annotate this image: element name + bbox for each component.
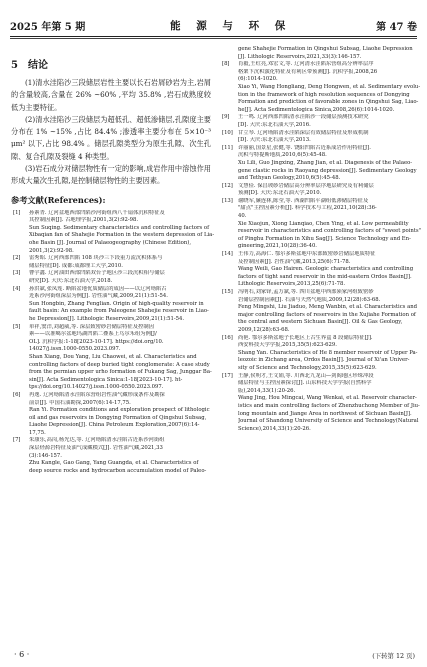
- reference-line: Xiao Yi, Wang Hongliang, Deng Hongwen, et al. Sedimentary evolu-: [238, 83, 421, 90]
- reference-item: [220, 373, 418, 434]
- reference-line: 雷秀昭. 辽河西部凹陷 108 块沙三下段重力流沉积体系与: [29, 255, 163, 262]
- reference-line: 岩储层控制因素[J]. 石油与天然气地质,2009,12(28):63-68.: [238, 296, 381, 303]
- reference-line: Lithologic Reservoirs,2013,25(6):71-78.: [238, 281, 346, 288]
- reference-line: 储层特征与主控因素探讨[J]. 山东科技大学学报(自然科学: [238, 380, 372, 387]
- header-rule-thin: [10, 38, 417, 39]
- reference-item: [220, 145, 418, 183]
- reference-line: [J]. Lithologic Reservoirs,2021,33(3):146-157.: [238, 53, 362, 60]
- issue-label: 2025 年第 5 期: [10, 22, 86, 33]
- reference-line: 孙洪斌,张凤莲. 断陷盆地优质储层的成因——以辽河坳陷古: [29, 285, 167, 292]
- reference-number: [14]: [222, 251, 233, 258]
- reference-list-right: [220, 46, 422, 433]
- reference-line: 冉逸. 辽河坳陷清水洼陷东营组岩性油气藏形成条件及勘探: [29, 391, 165, 398]
- reference-item: [11, 270, 211, 285]
- reference-line: 2009,12(28):63-68.: [238, 326, 290, 333]
- reference-line: gineering,2021,10(28):36-40.: [238, 243, 317, 250]
- reference-line: from the permian upper urho formation of Fukang Sag, Junggar Ba-: [29, 369, 212, 376]
- references-title: 参考文献(References):: [11, 194, 106, 205]
- reference-line: 及控制因素[J]. 岩性油气藏,2013,25(6):71-78.: [238, 258, 351, 265]
- reference-number: [15]: [222, 289, 233, 295]
- reference-line: [D]. 大庆:东北石油大学,2013.: [238, 137, 311, 144]
- reference-text: [238, 335, 418, 373]
- reference-text: [238, 198, 421, 251]
- reference-item: [11, 209, 215, 256]
- reference-line: Liaohe Depression[J]. China Petroleum Exploration,2007(6):14-: [29, 422, 200, 429]
- reference-line: 王一鸣. 辽河西部凹陷清水洼陷沙一段储层预测技术研究: [238, 114, 369, 121]
- conclusion-paragraph-1: (1)清水洼陷沙三段储层岩性主要以长石岩屑砂岩为主,岩屑的含量较高,含量在 26% ~60% ,平均 35.8% ,岩石成熟度较低为主要特征。: [11, 78, 211, 112]
- reference-line: 沉积与特提斯地质,2010,6(5):45-48.: [238, 152, 327, 159]
- reference-number: [220, 46, 238, 61]
- reference-line: controlling factors of deep buried tight conglomerate: A case study: [29, 361, 210, 368]
- reference-line: 40.: [238, 213, 247, 220]
- reference-line: 甘立琴. 辽河坳陷清水洼陷深层有效储层特征及形成机制: [238, 129, 369, 136]
- reference-line: 其控制因素[J]. 古地理学报,2001,3(2):92-98.: [29, 217, 139, 224]
- reference-list-left: [11, 209, 215, 476]
- reference-line: long mountain and Jiange Area in northwest of Sichuan Basin[J].: [238, 410, 412, 417]
- reference-text: [29, 270, 211, 285]
- reference-line: istics and main controlling factors of Zhenzhuchong Member of Jiu-: [238, 402, 420, 409]
- reference-line: and Tethyan Geology,2010,6(5):45-48.: [238, 175, 341, 182]
- reference-line: Sun Hongbin, Zhang Fenglian. Origin of high-quality reservoir in: [29, 300, 204, 307]
- reference-text: [238, 289, 418, 335]
- reference-line: factors of tight sand reservoir in the mid-eastern Ordos Basin[J].: [238, 273, 412, 280]
- reference-line: Ran Yi. Formation conditions and exploration prospect of lithologic: [29, 407, 210, 414]
- reference-line: 肖毅,王红亮,邓宏文,等. 辽河清水洼陷东营组高分辨率层序: [238, 61, 374, 68]
- reference-number: [8]: [222, 61, 230, 68]
- reference-line: tion in the framework of high resolution sequences of Dongying: [238, 91, 410, 98]
- reference-line: 孙素青. 辽河盆地西部凹陷沙河街组西八千扇体沉积特征及: [29, 209, 165, 216]
- reference-line: Shan Xiang, Dou Yang, Liu Chaowei, et al. Characteristics and: [29, 353, 197, 360]
- reference-line: OL]. 沉积学报:1-18[2023-10-17]. https://doi.org/10.: [29, 338, 164, 345]
- section-title: 5 结论: [11, 60, 48, 71]
- header-rule: [10, 36, 417, 37]
- reference-line: ohe Basin [J]. Journal of Palaeogeography (Chinese Edition),: [29, 240, 192, 247]
- reference-line: oil and gas reservoirs in Dongying Formation of Qingshui Subsag,: [29, 414, 207, 421]
- reference-line: Wang Weili, Gao Hairen. Geologic characteristics and controlling: [238, 266, 414, 273]
- reference-text: [238, 114, 418, 129]
- conclusion-paragraph-2: (2)清水洼陷沙三段储层为超低孔、超低渗储层,孔隙度主要分布在 1% ~15% ,占比 84.4% ;渗透率主要分布在 5×10⁻³ μm² 以下,占比 98.4% 。储层孔隙类型分为原生孔隙、次生孔隙、复合孔隙及裂缝 4 种类型。: [11, 114, 211, 161]
- reference-number: [9]: [222, 114, 230, 121]
- reference-line: 预测[D]. 大庆:东北石油大学,2010.: [238, 190, 322, 197]
- reference-number: [13]: [222, 197, 233, 204]
- reference-line: 冯明石,刘家铎,孟万斌,等. 四川盆地中西部须家河组致密砂: [238, 289, 374, 295]
- reference-line: major controlling factors of reservoirs in the Xujiahe Formation of: [238, 311, 416, 318]
- reference-line: 单祥,窦洋,刘超威,等. 深层致密砂岩储层特征及控制因: [29, 323, 154, 330]
- reference-number: [5]: [13, 323, 21, 330]
- reference-line: Journal of Shandong University of Science and Technology(Natural: [238, 418, 419, 425]
- reference-item: [11, 286, 211, 324]
- reference-item: [220, 114, 418, 129]
- reference-item: [11, 255, 211, 270]
- reference-item: [11, 392, 211, 438]
- reference-line: Shang Yan. Characteristics of He 8 member reservoir of Upper Pa-: [238, 349, 418, 356]
- reference-line: sin[J]. Acta Sedimentologica Sinica:1-18[2023-10-17]. ht-: [29, 376, 183, 383]
- reference-number: [12]: [222, 182, 233, 189]
- reference-number: [1]: [13, 209, 21, 216]
- reference-text: [238, 130, 418, 145]
- reference-line: fault basin: An example from Paleogene Shahejie reservoir in Liao-: [29, 308, 209, 315]
- page-number: · 6 ·: [14, 650, 30, 659]
- reference-line: (3):146-157.: [29, 452, 62, 459]
- reference-line: Xu Lili, Guo Jingxing, Zhang Jian, et al. Diagenesis of the Palaeo-: [238, 159, 413, 166]
- reference-line: 格架下沉积演化特征及有利区带预测[J]. 沉积学报,2008,26: [238, 68, 378, 75]
- reference-item: [220, 289, 418, 335]
- reference-number: [4]: [13, 285, 21, 292]
- reference-line: 前景[J]. 中国石油勘探,2007(6):14-17,75.: [29, 399, 131, 406]
- reference-line: Science),2014,33(1):20-26.: [238, 425, 311, 432]
- reference-number: [10]: [222, 129, 233, 136]
- reference-line: Xie Xiaojun, Xiong Lianqiao, Chen Ying, et al. Low permeability: [238, 220, 409, 227]
- conclusion-paragraph-3: (3)岩石成分对储层物性有一定的影响,成岩作用中溶蚀作用形成大量次生孔隙,是控制储层物性的主要因素。: [11, 164, 211, 186]
- reference-line: 西安科技大学学报,2015,35(5):623-629.: [238, 342, 337, 349]
- reference-number: [7]: [13, 437, 21, 444]
- left-column: [11, 46, 215, 475]
- continued-note: (下转第 12 页): [372, 652, 415, 660]
- reference-number: [17]: [222, 372, 233, 379]
- reference-item: [220, 197, 422, 251]
- reference-text: [238, 61, 420, 114]
- reference-text: [238, 46, 418, 61]
- reference-text: [29, 324, 212, 392]
- reference-line: 素——以准噶尔盆地玛湖凹陷二叠系上乌尔禾组为例[J/: [29, 331, 157, 338]
- journal-name: 能 源 与 环 保: [170, 20, 292, 32]
- reference-line: [D]. 大庆:东北石油大学,2016.: [238, 121, 311, 128]
- reference-line: Formation and prediction of favorable zones in Qingshui Sag, Liao-: [238, 99, 419, 106]
- reference-line: (6):1014-1020.: [238, 76, 278, 83]
- reference-item: [220, 130, 418, 145]
- reference-text: [238, 251, 418, 289]
- reference-text: [238, 373, 420, 434]
- reference-line: 14027/j.issn.1000-0550.2023.097.: [29, 346, 121, 353]
- reference-text: [29, 286, 211, 324]
- reference-line: Feng Mingshi, Liu Jiaduo, Meng Wanbin, et al. Characteristics and: [238, 304, 418, 311]
- reference-line: Wang Jing, Hou Mingcai, Wang Wenkai, et al. Reservoir character-: [238, 395, 417, 402]
- reference-line: tps://doi.org/10.14027/j.issn.1000-0550.2023.097.: [29, 384, 164, 391]
- reference-text: [238, 183, 418, 198]
- reference-number: [11]: [222, 144, 233, 151]
- running-header: [10, 17, 417, 33]
- reference-line: 研究[D]. 大庆:东北石油大学,2018.: [29, 278, 113, 285]
- reference-line: 储层特征[D]. 成都:成都理工大学,2010.: [29, 262, 123, 269]
- reference-number: [3]: [13, 270, 21, 277]
- reference-line: gene Shahejie Formation in Qingshui Subsag, Liaohe Depression: [238, 46, 413, 52]
- reference-line: reservoir in characteristics and controlling factors of "sweet points": [238, 228, 422, 235]
- reference-line: Zhu Kangle, Gao Gang, Yang Guangda, et al. Characteristics of: [29, 460, 199, 467]
- reference-item: [11, 324, 211, 392]
- reference-line: 谢晓军,廉连林,陈莹,等. 西湖凹陷平湖组低渗储层特征及: [238, 197, 369, 204]
- reference-text: [29, 392, 211, 438]
- reference-line: 许丽丽,国景星,张健,等. 饶阳凹陷古近系成岩作用特征[J].: [238, 144, 371, 151]
- reference-line: 尚艳. 鄂尔多斯盆地子长地区上古生界盒 8 段储层特征[J].: [238, 334, 373, 341]
- reference-line: 朱康乐,高岗,杨光达,等. 辽河坳陷清水洼陷古近系沙河街组: [29, 437, 165, 444]
- reference-line: the central and western Sichuan Basin[J]. Oil & Gas Geology,: [238, 319, 403, 326]
- reference-text: [238, 145, 418, 183]
- reference-line: 王静,侯明才,王文娟,等. 川西北九龙山—剑阁地区珍珠冲段: [238, 372, 374, 379]
- reference-line: of Pinghu Formation in Xihu Sag[J]. Science Technology and En-: [238, 235, 411, 242]
- reference-line: sity of Science and Technology,2015,35(5):623-629.: [238, 364, 377, 371]
- reference-item: [220, 183, 418, 198]
- reference-item: [220, 335, 418, 373]
- reference-line: leozoic in Zichang area, Ordos Basin[J]. Journal of Xi'an Univer-: [238, 357, 410, 364]
- reference-line: 版),2014,33(1):20-26.: [238, 387, 296, 394]
- reference-line: "甜点"主控因素分析[J]. 科学技术与工程,2021,10(28):36-: [238, 205, 377, 212]
- right-column: [220, 46, 422, 433]
- reference-number: [16]: [222, 334, 233, 341]
- reference-item: [220, 46, 418, 61]
- reference-number: [6]: [13, 391, 21, 398]
- reference-line: Sun Suqing. Sedimentary characteristics and controlling factors of: [29, 224, 210, 231]
- reference-line: 王伟力,高海仁. 鄂尔多斯盆地中东部致密砂岩储层地质特征: [238, 251, 376, 258]
- reference-line: deep source rocks and hydrocarbon accumulation model of Paleo-: [29, 467, 207, 474]
- reference-line: 文慧俭. 保昌坡砂岩储层高分辨率层序地层研究及有利储层: [238, 182, 374, 189]
- reference-line: 17,75.: [29, 429, 46, 436]
- reference-text: [29, 437, 211, 475]
- reference-number: [2]: [13, 255, 21, 262]
- reference-line: he[J]. Acta Sedimentologica Sinica,2008,26(6):1014-1020.: [238, 106, 395, 113]
- reference-text: [29, 255, 211, 270]
- reference-line: he Depression[J]. Lithologic Reservoirs,2009,21(1):51-54.: [29, 315, 185, 322]
- reference-line: 近系沙河街组深层为例[J]. 岩性油气藏,2009,21(1):51-54.: [29, 293, 168, 300]
- reference-line: 2001,3(2):92-98.: [29, 247, 74, 254]
- reference-item: [220, 251, 418, 289]
- reference-item: [220, 61, 421, 114]
- volume-label: 第 47 卷: [376, 22, 417, 33]
- reference-item: [11, 437, 211, 475]
- reference-line: 深层烃源岩特征及油气成藏模式[J]. 岩性油气藏,2021,33: [29, 445, 163, 452]
- reference-text: [29, 210, 214, 256]
- reference-line: gene clastic rocks in Raoyang depression[J]. Sedimentary Geology: [238, 167, 417, 174]
- reference-line: 曹宇鑫. 辽河油田西部凹陷双台子地区沙三段沉积相与储层: [29, 270, 165, 277]
- reference-line: Xibaqian fan of Shahejie Formation in the western depression of Lia-: [29, 232, 215, 239]
